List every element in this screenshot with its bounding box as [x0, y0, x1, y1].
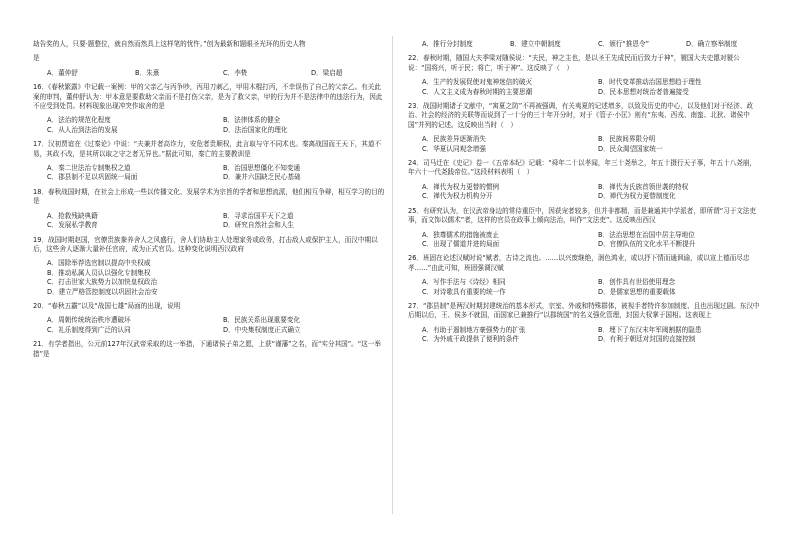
answer-option: D．有利于朝廷对封国的直接控制	[598, 335, 696, 344]
answer-option: B．埋下了东汉末年军阀割据的隐患	[598, 325, 702, 334]
answer-option: A．秦二世法治专制集权之道	[47, 164, 131, 173]
answer-option: B．治国思想僵化不知变通	[223, 164, 301, 173]
answer-option: C．人文主义成为春秋时期的主要思潮	[422, 87, 533, 96]
answer-option: C．华夏认同观念增强	[422, 144, 486, 153]
question-text: 19．战国时期赵国，官僚贵族豢养舍人之风盛行，舍人们协助主人处理家务或政务，打击敌人或保护主人，而汉中期以后，这些舍人逐渐大量补任官府，成为正式官员。这种变化说明西汉政府	[33, 235, 378, 253]
answer-option: B．法治思想在治国中居主导地位	[598, 230, 695, 239]
answer-option: A．生产的发展促使对鬼神迷信的破灭	[422, 78, 533, 87]
answer-option: D．研究自然社会和人生	[223, 221, 295, 230]
answer-option: D．确立察举制度	[686, 40, 738, 48]
answer-option: B．朱熹	[135, 68, 160, 77]
answer-option: C．颁行“推恩令”	[598, 40, 649, 48]
question-text: 27．“郡县制”是两汉时期封建统治的基本形式，宗室、外戚和特殊群体，被视手者特许参加制度、且也出现过剧。东汉中后期以后，王、侯多不就国，而国家已兼推行“以郡统国”的名义强化管理，封国大权掌于国相。这表现上	[408, 301, 760, 320]
answer-options	[408, 231, 760, 250]
answer-options	[408, 278, 760, 297]
answer-options	[33, 316, 385, 335]
answer-option: A．推行分封制度	[422, 40, 473, 48]
answer-options	[33, 212, 385, 231]
answer-option: D．民本思想对统治者普遍接受	[598, 87, 689, 96]
answer-option: C．禅代为权力机构分开	[422, 192, 493, 201]
answer-options	[408, 135, 760, 154]
question-text: 25．有研究认为，在汉武帝身边的常侍重臣中，因获宠者较多，但并非都精，而是兼通其中学派者，即所谓“习于文法吏事，而文饰以儒术”者，这样的官员在政事上倾向法治，叫作“文法吏”。这反映出西汉	[408, 206, 757, 225]
answer-options	[408, 183, 760, 202]
question-text: 劫告奖的人，只要·题整位，就自然而然具上这样笔的忧忤。”创为最新和题眼圣光环的历史人物	[33, 40, 306, 48]
answer-option: C．为外戚干政提供了便利的条件	[422, 335, 519, 344]
answer-option: B．民族关系出现重要变化	[223, 316, 301, 325]
right-column	[408, 40, 760, 350]
answer-option: A．周朝传统统治秩序遭破坏	[47, 316, 131, 325]
answer-option: A．国除举荐选官制以提高中央权威	[47, 259, 151, 268]
question-text: 17．汉初贾谊在《过秦论》中说：“夫兼并者高诈力，安危者贵顺权，此言取与守不同术也。秦离战国而王天下，其道不易，其政不改，是其所以取之守之者无异也。”据此可知，秦亡的主要教训是	[33, 140, 382, 158]
question-text: 24．司马迁在《史记》卷一《五帝本纪》记载：“舜年二十以孝闻，年三十尧举之，年五十摄行天子事，年五十八尧崩，年六十一代尧践帝位。”这段材料表明（ ）	[408, 159, 757, 177]
answer-option: A．董仲舒	[47, 68, 78, 77]
answer-option: A．禅代为权力更替的惯例	[422, 182, 500, 191]
answer-option: C．李贽	[223, 68, 248, 77]
answer-option: C．出现了儒道并进的局面	[422, 239, 500, 248]
answer-option: A．法治的规范化程度	[47, 116, 111, 125]
answer-option: D．建立严格管控制度以巩固社会治安	[47, 287, 158, 296]
column-divider	[392, 36, 393, 514]
answer-option: D．兼并六国缺乏民心基础	[223, 173, 301, 182]
answer-option: D．官僚队伍的文化水平不断提升	[598, 239, 696, 248]
answer-options	[33, 259, 385, 297]
answer-option: D．民众渴望国家统一	[598, 144, 663, 153]
answer-option: B．推动私属人员认以强化专制集权	[47, 268, 151, 277]
answer-option: D．禅代为权力更替制度化	[598, 192, 676, 201]
answer-options	[33, 69, 385, 78]
answer-option: B．寻求治国平天下之道	[223, 211, 294, 220]
answer-option: C．打击世家大族势力以加快皇权政治	[47, 278, 158, 287]
answer-option: A．民族差异逐渐消失	[422, 135, 486, 144]
answer-option: B．禅代为氏族首领世袭的特权	[598, 182, 689, 191]
answer-option: C．从人治到法治的发展	[47, 125, 118, 134]
question-text: 23．战国时期诸子文献中，“寓夏之防”不再被强调，有关夷夏的记述增多，以致及历史的中心，以及他们对于经济、政治、社会的经济的关联等而说到了一十分的三十年开分时，对于《管子·小匡》则有“东夷、西戎、南蛮、北狄、诸侯中国”并列的记述。这反映出当时（ ）	[408, 102, 753, 129]
answer-option: D．梁启超	[311, 68, 343, 77]
answer-option: A．抢救残缺典籍	[47, 211, 98, 220]
question-text: 20．“春秋五霸”以及“战国七雄”局面的出现，说明	[33, 301, 181, 310]
answer-option: A．写作手法与《诗经》相同	[422, 278, 506, 287]
answer-option: C．郡县制不足以巩固统一局面	[47, 173, 138, 182]
answer-option: C．礼乐制度得到广泛的认同	[47, 325, 131, 334]
question-text: 18．春秋战国时期，在社会上形成一些以传播文化、发展学术为宗旨的学者和思想流派，他们相互争辩，相互学习的目的是	[33, 187, 385, 206]
answer-option: B．时代变革推动治国思想趋于理性	[598, 78, 702, 87]
answer-option: D．是儒家思想的重要载体	[598, 287, 676, 296]
answer-options	[33, 164, 385, 183]
answer-options	[408, 78, 760, 97]
left-column	[33, 40, 385, 364]
question-text: 21．有学者指出，公元前127年汉武帝采取的这一举措，下通诸侯子弟之愿，上获“谨藩”之名，而“实分其国”。“这一举措”是	[33, 340, 381, 358]
question-text: 16．《春秋繁露》中记载一案例：甲的父亲乙与丙争吵，丙用刀刺乙，甲用木棍打丙，不幸误伤了自己的父亲乙。有关此案的审判，董仲舒认为：甲本意是要救助父亲而不是打伤父亲，是为了救父亲，甲的行为并不是法律中的违法行为，因此不应受到处罚。材料现象出现冲突作取舍的是	[33, 83, 383, 111]
question-text: 22．春秋时期，随国大夫季梁对随侯说：“夫民，神之主也，是以圣王先成民而后致力于神”，虢国大夫史嚚对虢公说：“国将兴，听于民；将亡，听于神”。这反映了（ ）	[408, 54, 740, 72]
answer-option: B．创作具有世俗使用理念	[598, 278, 676, 287]
question-text: 26．班固在论述汉赋时说“赋者，古诗之流也。……以兴废继绝，润色鸿业，或以抒下情而通讽谕，或以宣上德而尽忠孝……”由此可知，班固强调汉赋	[408, 254, 750, 272]
answer-option: C．发展私学教育	[47, 221, 98, 230]
answer-option: B．法律体系的健全	[223, 116, 281, 125]
answer-option: A．有助于遏制地方豪强势力的扩张	[422, 325, 526, 334]
answer-option: B．民族间界限分明	[598, 135, 656, 144]
answer-option: C．对诗歌具有重要的统一作	[422, 287, 506, 296]
answer-option: B．建立中朝制度	[510, 40, 561, 48]
answer-option: D．中央集权制度正式确立	[223, 325, 301, 334]
answer-options	[408, 40, 760, 49]
answer-option: A．独尊儒术的措施被废止	[422, 230, 500, 239]
answer-options	[33, 116, 385, 135]
answer-option: D．法治国家化的理化	[223, 125, 288, 134]
question-text: 是	[33, 54, 40, 63]
answer-options	[408, 326, 760, 345]
